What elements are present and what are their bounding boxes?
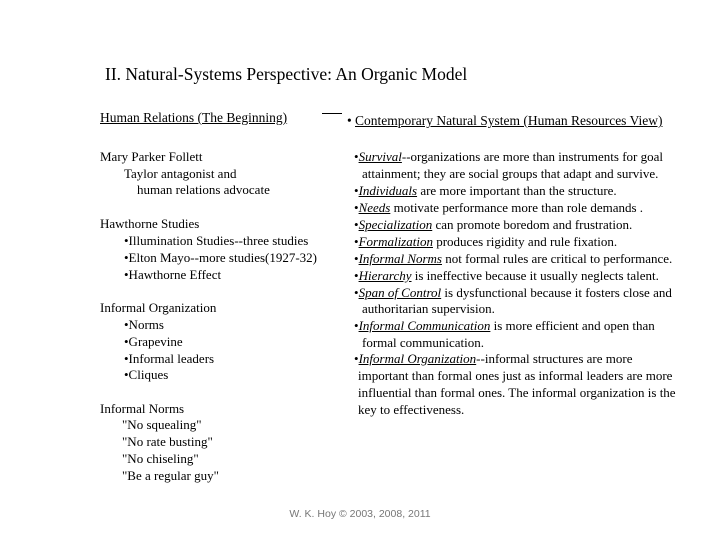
right-heading-bullet: •: [347, 113, 352, 128]
bullet-term: Informal Communication: [358, 318, 491, 333]
bullet-term: Needs: [358, 200, 391, 215]
list-item: •Hawthorne Effect: [124, 267, 222, 282]
list-item: •Cliques: [124, 367, 169, 382]
follett-name: Mary Parker Follett: [100, 149, 203, 164]
bullet-continuation: key to effectiveness.: [358, 402, 465, 417]
bullet-item: •Specialization can promote boredom and frustration.: [354, 217, 633, 232]
list-item: •Grapevine: [124, 334, 183, 349]
bullet-continuation: important than formal ones just as informal leaders are more: [358, 368, 673, 383]
bullet-continuation: attainment; they are social groups that adapt and survive.: [362, 166, 659, 181]
list-item: "No squealing": [122, 417, 202, 432]
bullet-item: •Informal Norms not formal rules are critical to performance.: [354, 251, 673, 266]
list-item: "Be a regular guy": [122, 468, 219, 483]
bullet-term: Span of Control: [358, 285, 442, 300]
bullet-item: •Informal Communication is more efficient and open than: [354, 318, 655, 333]
bullet-item: •Survival--organizations are more than instruments for goal: [354, 149, 664, 164]
bullet-term: Survival: [358, 149, 402, 164]
bullet-term: Individuals: [358, 183, 418, 198]
follett-desc-1: Taylor antagonist and: [124, 166, 237, 181]
bullet-item: •Hierarchy is ineffective because it usually neglects talent.: [354, 268, 659, 283]
list-item: •Illumination Studies--three studies: [124, 233, 309, 248]
list-item: •Elton Mayo--more studies(1927-32): [124, 250, 318, 265]
bullet-item: •Span of Control is dysfunctional because it fosters close and: [354, 285, 672, 300]
footer-copyright: W. K. Hoy © 2003, 2008, 2011: [289, 508, 431, 520]
bullet-term: Hierarchy: [358, 268, 412, 283]
bullet-term: Informal Organization: [358, 351, 477, 366]
bullet-item: •Formalization produces rigidity and rule fixation.: [354, 234, 618, 249]
heading-connector-line: [322, 113, 342, 127]
bullet-item: •Needs motivate performance more than role demands .: [354, 200, 644, 215]
bullet-term: Informal Norms: [358, 251, 442, 266]
list-item: "No chiseling": [122, 451, 199, 466]
follett-desc-2: human relations advocate: [137, 182, 270, 197]
informal-org-heading: Informal Organization: [100, 300, 217, 315]
slide-title: II. Natural-Systems Perspective: An Organic Model: [105, 64, 468, 84]
bullet-item: •Informal Organization--informal structures are more: [354, 351, 633, 366]
left-column-heading: Human Relations (The Beginning): [100, 110, 288, 125]
bullet-continuation: formal communication.: [362, 335, 485, 350]
bullet-item: •Individuals are more important than the structure.: [354, 183, 617, 198]
list-item: •Informal leaders: [124, 351, 215, 366]
hawthorne-heading: Hawthorne Studies: [100, 216, 200, 231]
bullet-term: Formalization: [358, 234, 433, 249]
list-item: "No rate busting": [122, 434, 213, 449]
bullet-continuation: authoritarian supervision.: [362, 301, 495, 316]
right-column-heading: Contemporary Natural System (Human Resources View): [355, 113, 663, 128]
informal-norms-heading: Informal Norms: [100, 401, 185, 416]
bullet-continuation: influential than formal ones. The informal organization is the: [358, 385, 676, 400]
bullet-term: Specialization: [358, 217, 433, 232]
list-item: •Norms: [124, 317, 164, 332]
